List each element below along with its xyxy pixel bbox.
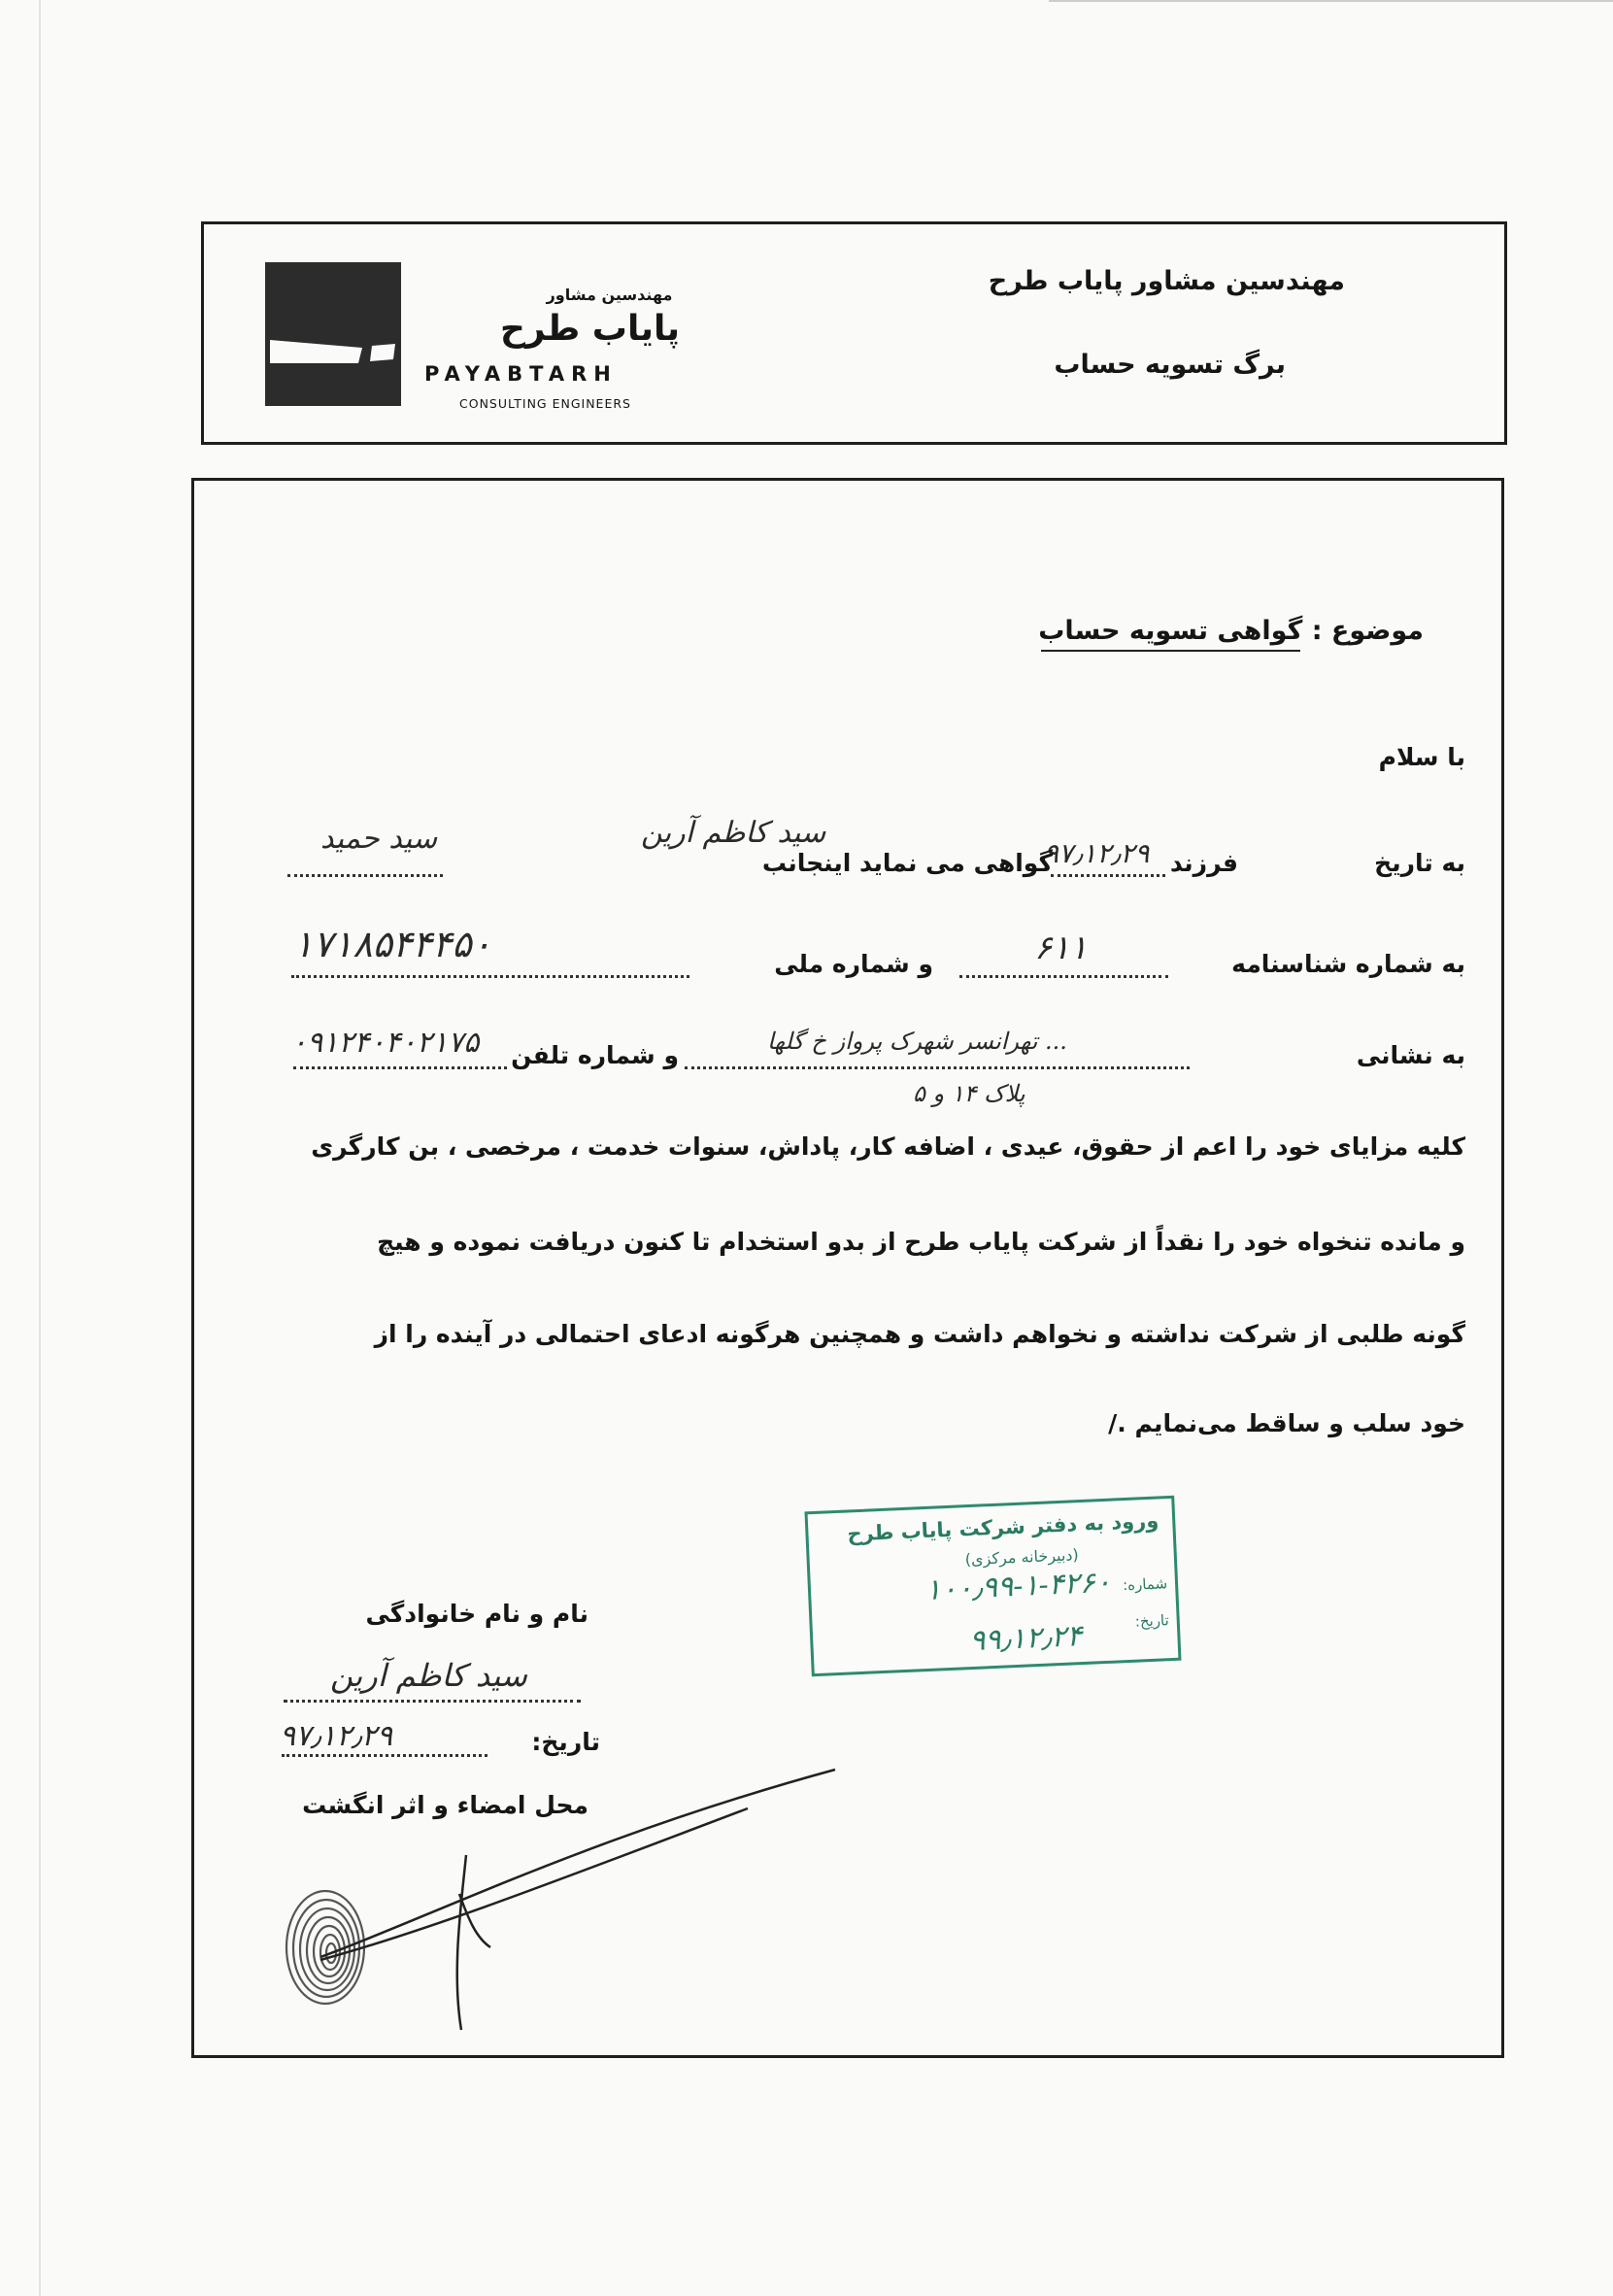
form-title: برگ تسویه حساب: [1054, 350, 1286, 380]
company-logo-icon: [265, 262, 401, 406]
logo-persian-small: مهندسین مشاور: [546, 286, 673, 304]
line1-name-value: سید کاظم آرین: [641, 816, 826, 850]
signature-date-value: ۹۷٫۱۲٫۲۹: [280, 1719, 393, 1753]
line3-address-extra: پلاک ۱۴ و ۵: [913, 1080, 1025, 1107]
line3-phone-value: ۰۹۱۲۴۰۴۰۲۱۷۵: [291, 1026, 480, 1060]
registry-stamp: [804, 1496, 1181, 1676]
stamp-date-value: ۹۹٫۱۲٫۲۴: [968, 1619, 1084, 1659]
subject-underline: [1041, 650, 1300, 652]
subject-text: گواهی تسویه حساب: [1038, 616, 1303, 646]
line2-id-label: به شماره شناسنامه: [1231, 950, 1465, 978]
handwritten-signature: [320, 1770, 835, 2030]
signature-name-value: سید کاظم آرین: [330, 1657, 527, 1694]
line3-phone-label: و شماره تلفن: [511, 1041, 679, 1069]
paragraph-line-3: گونه طلبی از شرکت نداشته و نخواهم داشت و همچنین هرگونه ادعای احتمالی در آینده را از: [374, 1320, 1465, 1348]
logo-persian-name: پایاب طرح: [499, 309, 681, 349]
line1-date-dots: [1051, 874, 1165, 877]
line3-address-dots: [685, 1066, 1190, 1069]
line1-date-prefix: به تاریخ: [1374, 849, 1465, 877]
company-name: مهندسین مشاور پایاب طرح: [988, 266, 1345, 296]
subject-label: موضوع :: [1311, 616, 1424, 646]
logo-english-sub: CONSULTING ENGINEERS: [459, 396, 631, 411]
line2-id-dots: [959, 975, 1168, 978]
paragraph-line-2: و مانده تنخواه خود را نقداً از شرکت پایاب طرح از بدو استخدام تا کنون دریافت نموده و هیچ: [377, 1228, 1465, 1256]
stamp-date-label: تاریخ:: [1134, 1611, 1170, 1631]
fingerprint-icon: [286, 1891, 364, 2004]
line2-national-value: ۱۷۱۸۵۴۴۴۵۰: [293, 923, 492, 965]
logo-english-name: PAYABTARH: [424, 362, 618, 386]
salutation: با سلام: [1378, 743, 1465, 771]
subject-line: [1038, 616, 1424, 646]
line2-national-dots: [291, 975, 689, 978]
line3-phone-dots: [293, 1066, 507, 1069]
signature-and-fingerprint: [282, 1748, 864, 2040]
stamp-subtitle: (دبیرخانه مرکزی): [964, 1545, 1080, 1570]
line1-father-value: سید حمید: [320, 822, 438, 856]
stamp-number-label: شماره:: [1122, 1574, 1168, 1595]
signature-date-label: تاریخ:: [531, 1728, 600, 1756]
signature-place-label: محل امضاء و اثر انگشت: [302, 1791, 588, 1819]
signature-name-label: نام و نام خانوادگی: [365, 1600, 588, 1628]
stamp-number-value: ۱۰۰٫۹۹-۱-۴۲۶۰: [924, 1565, 1112, 1608]
line2-national-label: و شماره ملی: [774, 950, 933, 978]
line3-address-value: تهرانسر شهرک پرواز خ گلها ...: [767, 1028, 1067, 1055]
stamp-title: ورود به دفتر شرکت پایاب طرح: [846, 1508, 1159, 1546]
line1-father-dots: [287, 874, 443, 877]
line2-id-value: ۶۱۱: [1034, 929, 1088, 967]
paragraph-line-4: خود سلب و ساقط می‌نمایم ./: [1108, 1409, 1465, 1437]
scan-left-edge: [39, 0, 41, 2296]
line1-child-of: فرزند: [1169, 849, 1238, 877]
scan-edge-line: [1049, 0, 1613, 2]
line1-certifies: گواهی می نماید اینجانب: [761, 849, 1053, 877]
signature-name-dots: [284, 1700, 581, 1703]
paragraph-line-1: کلیه مزایای خود را اعم از حقوق، عیدی ، اضافه کار، پاداش، سنوات خدمت ، مرخصی ، بن کارگری: [311, 1132, 1465, 1161]
line1-date-value: ۹۷٫۱۲٫۲۹: [1044, 837, 1150, 869]
line3-address-label: به نشانی: [1356, 1041, 1465, 1069]
